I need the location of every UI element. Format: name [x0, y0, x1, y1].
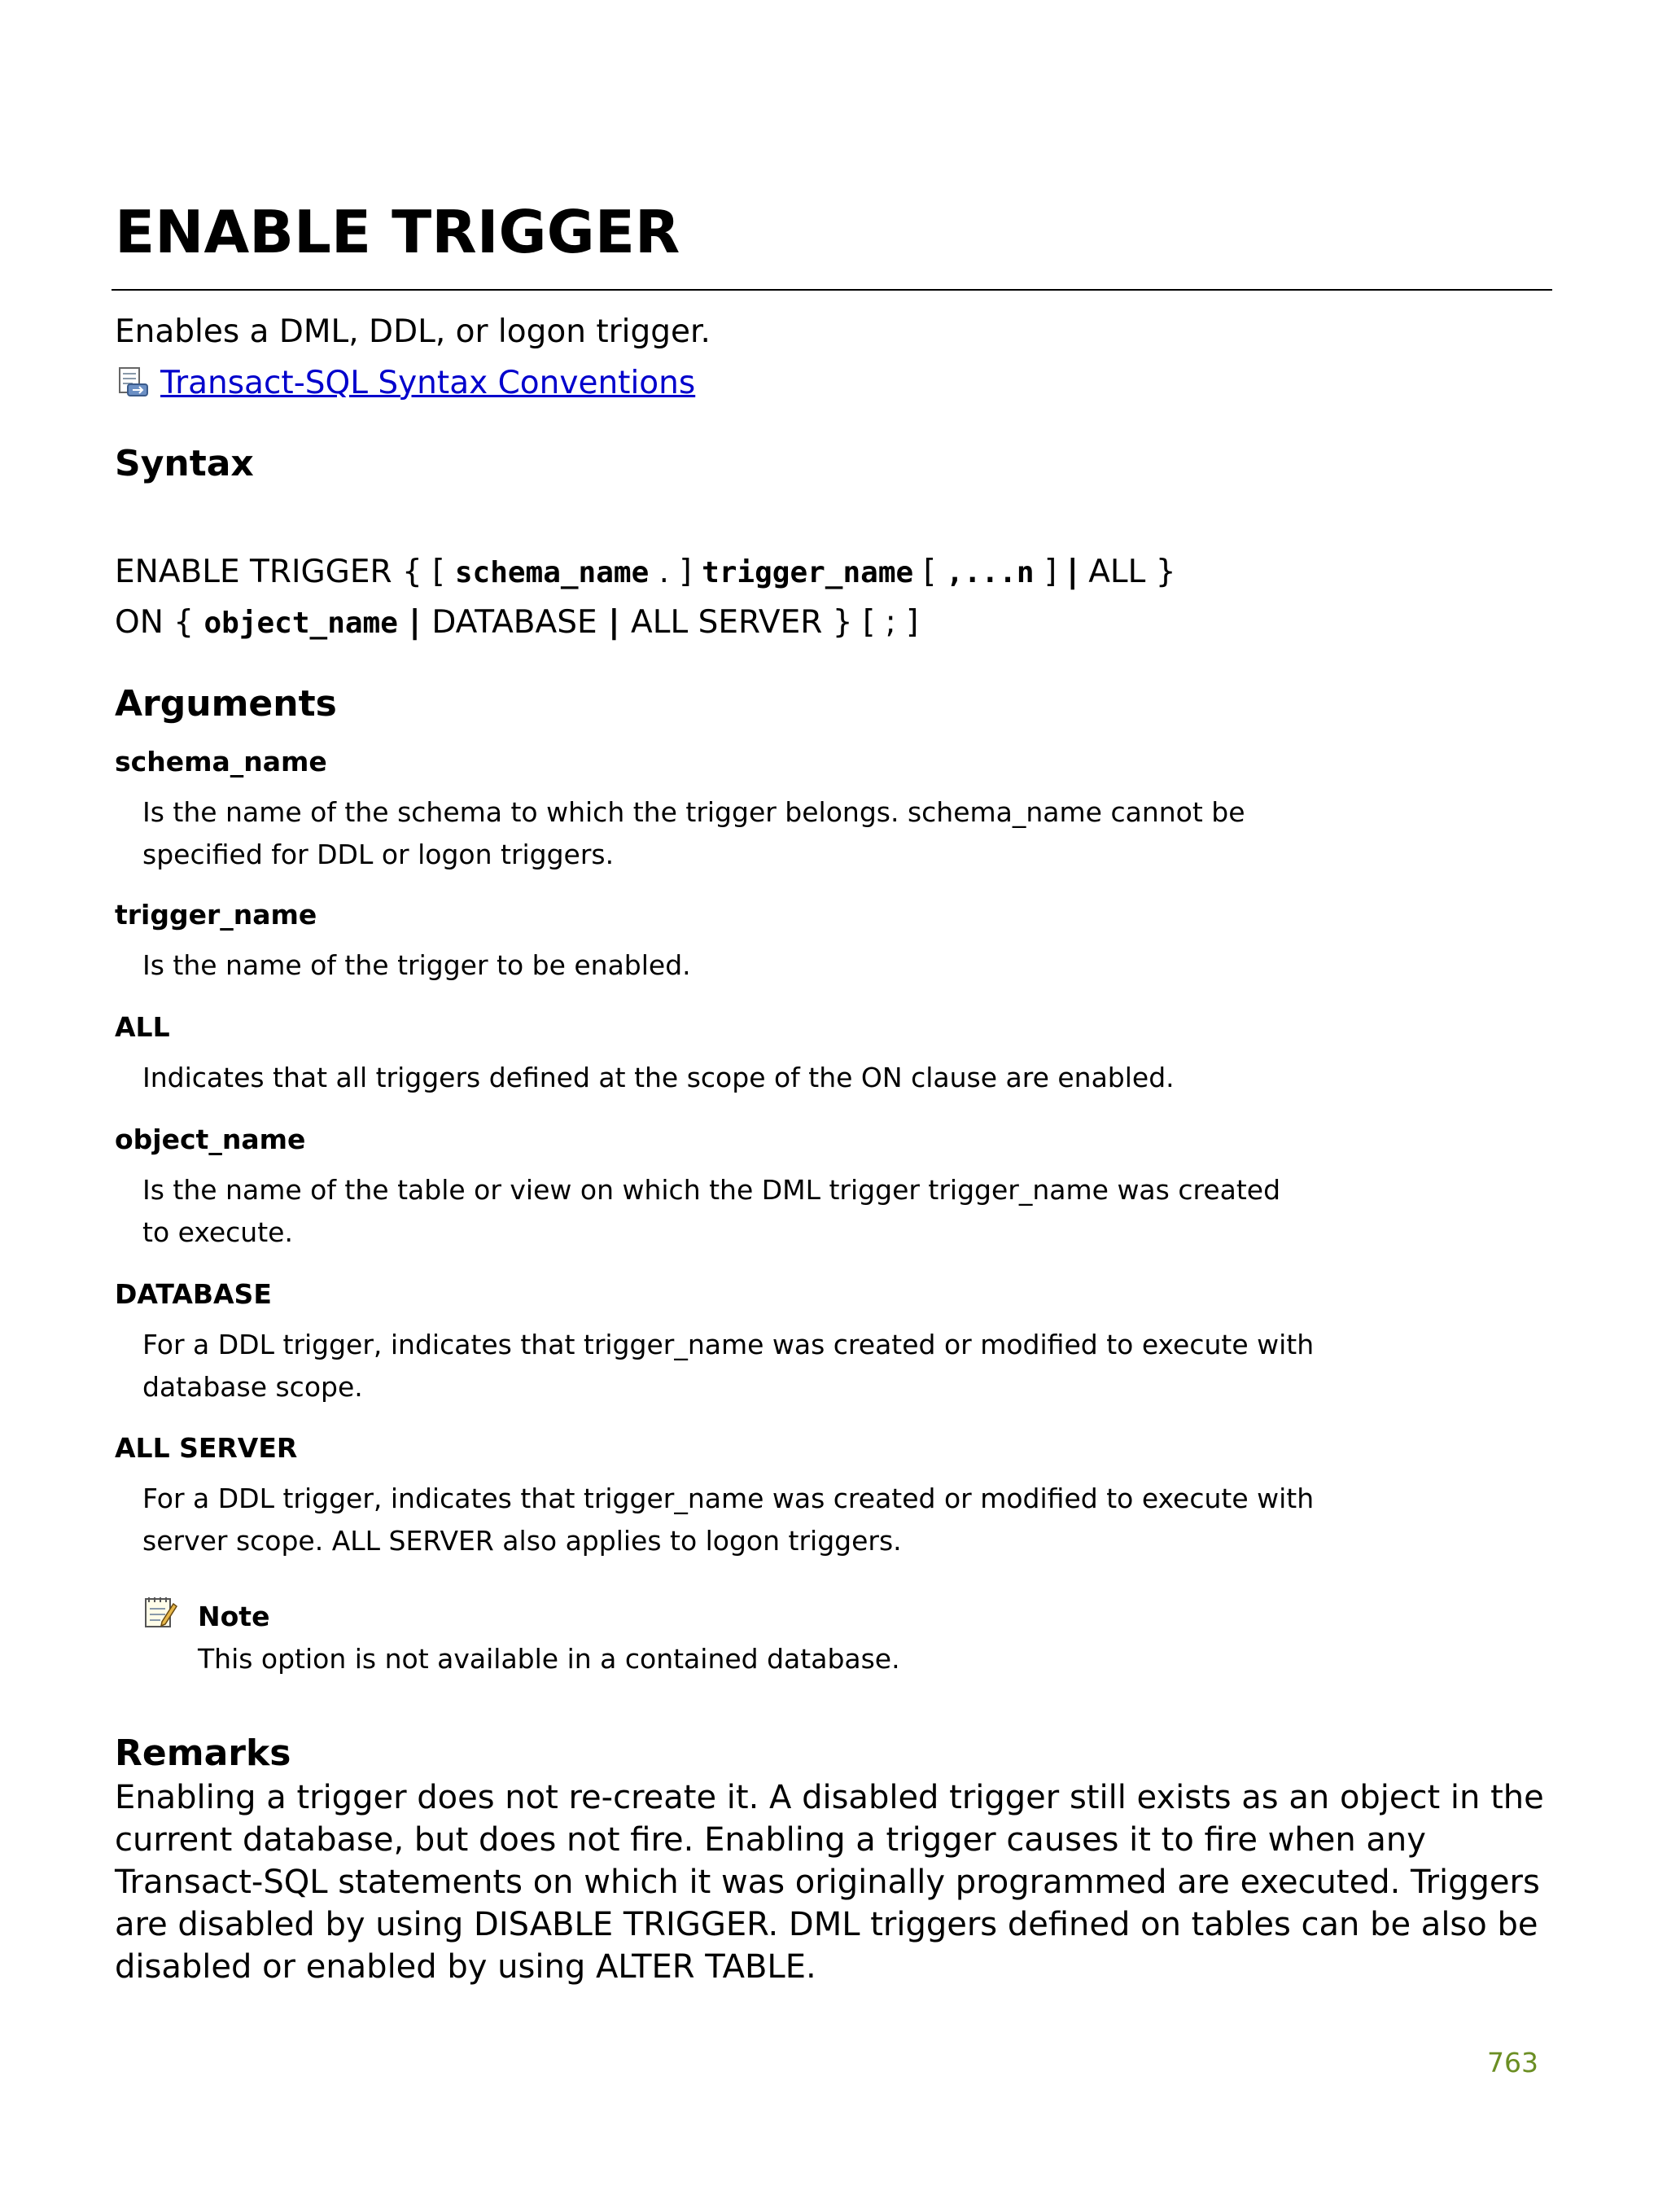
argument-term: ALL: [115, 1011, 170, 1043]
note-text: This option is not available in a contained database.: [198, 1643, 900, 1675]
syntax-text: ALL SERVER } [ ; ]: [631, 604, 919, 641]
syntax-text: ON {: [115, 604, 204, 641]
argument-description: Is the name of the trigger to be enabled.: [142, 949, 691, 981]
argument-term: ALL SERVER: [115, 1432, 298, 1464]
page-number: 763: [1487, 2047, 1538, 2078]
syntax-code-list: ,...n: [946, 556, 1035, 589]
syntax-text: ENABLE TRIGGER { [: [115, 554, 455, 590]
syntax-text: ALL }: [1078, 554, 1176, 590]
argument-term: schema_name: [115, 746, 327, 777]
conventions-row: [115, 359, 695, 406]
arguments-heading: Arguments: [115, 683, 337, 725]
syntax-separator: |: [1066, 554, 1079, 590]
syntax-heading: Syntax: [115, 443, 254, 484]
argument-description: Is the name of the table or view on which the DML trigger trigger_name was created to execute.: [142, 1174, 1281, 1248]
note-label: Note: [198, 1601, 270, 1632]
argument-description: Indicates that all triggers defined at the scope of the ON clause are enabled.: [142, 1062, 1175, 1093]
syntax-text: [: [913, 554, 947, 590]
remarks-heading: Remarks: [115, 1732, 291, 1774]
syntax-code-object-name: object_name: [203, 607, 398, 640]
argument-term: trigger_name: [115, 899, 317, 931]
syntax-conventions-link[interactable]: Transact-SQL Syntax Conventions: [160, 364, 696, 401]
syntax-line-1: [115, 550, 1176, 596]
document-link-icon: [115, 365, 151, 401]
syntax-separator: |: [597, 604, 632, 641]
syntax-separator: |: [397, 604, 432, 641]
argument-description: For a DDL trigger, indicates that trigger_name was created or modified to execute with database scope.: [142, 1329, 1315, 1403]
argument-description: For a DDL trigger, indicates that trigger_name was created or modified to execute with server scope. ALL SERVER also applies to logon triggers.: [142, 1483, 1315, 1557]
syntax-text: . ]: [649, 554, 702, 590]
argument-term: DATABASE: [115, 1278, 272, 1310]
argument-term: object_name: [115, 1124, 306, 1155]
remarks-paragraph: Enabling a trigger does not re-create it. A disabled trigger still exists as an object in the current database, but does not fire. Enabling a trigger causes it to fire when any Transact-SQL statements on which it was originally programmed are executed. Triggers are disabled by using DISABLE TRIGGER. DML triggers defined on tables can be also be disabled or enabled by using ALTER TABLE.: [115, 1779, 1544, 1986]
page-title: ENABLE TRIGGER: [115, 198, 680, 266]
note-pad-icon: [142, 1594, 178, 1630]
syntax-text: DATABASE: [431, 604, 597, 641]
title-divider: [112, 289, 1552, 291]
syntax-line-2: [115, 600, 918, 646]
syntax-text: ]: [1034, 554, 1067, 590]
syntax-code-schema-name: schema_name: [454, 556, 650, 589]
page-description: Enables a DML, DDL, or logon trigger.: [115, 313, 711, 350]
argument-description: Is the name of the schema to which the trigger belongs. schema_name cannot be specified for DDL or logon triggers.: [142, 796, 1245, 870]
syntax-code-trigger-name: trigger_name: [702, 556, 914, 589]
